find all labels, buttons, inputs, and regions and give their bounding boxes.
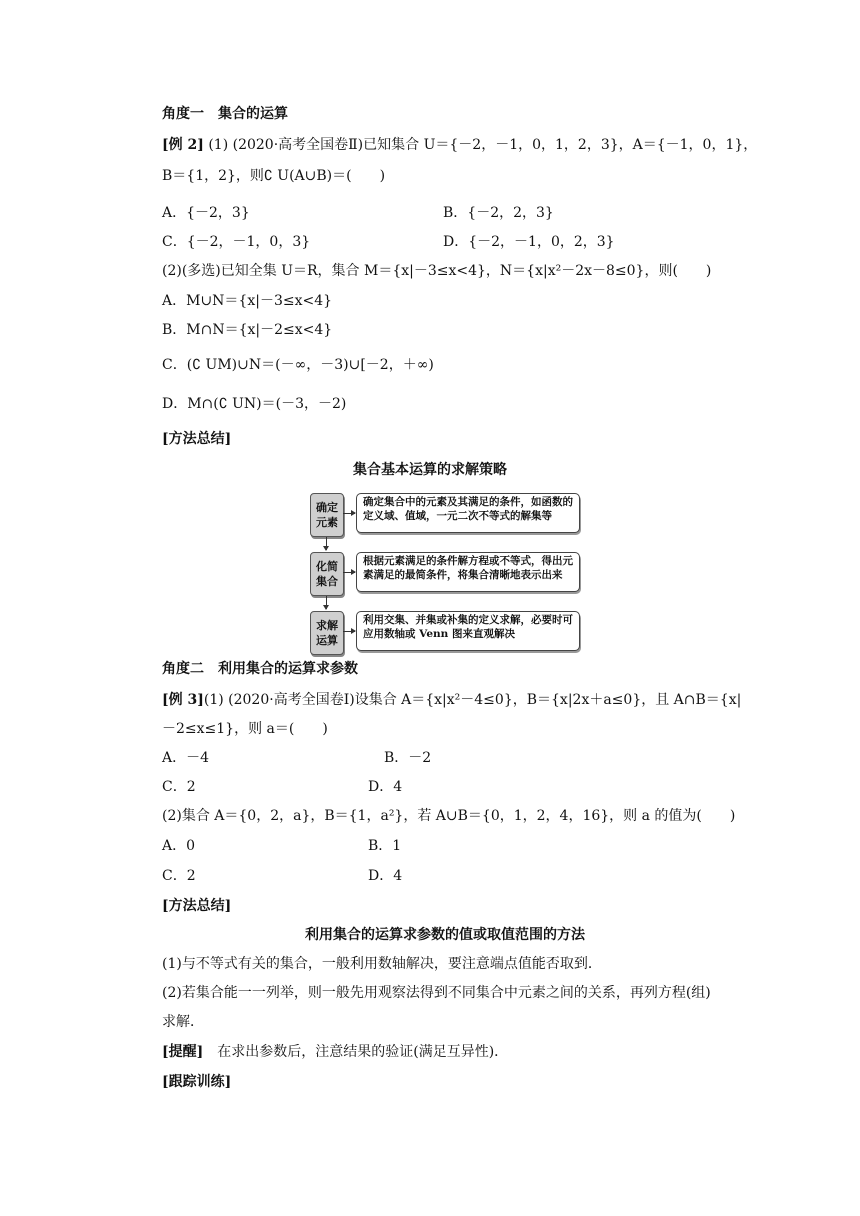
option-d: D．4 xyxy=(368,868,403,884)
example-3-text-1: (1) (2020·高考全国卷Ⅰ)设集合 A＝{x|x²－4≤0}，B＝{x|2x＋a≤0}，且 A∩B＝{x| xyxy=(203,692,742,708)
step-label-top: 求解 xyxy=(316,619,338,632)
question-2-stem: (2)集合 A＝{0，2，a}，B＝{1，a²}，若 A∪B＝{0，1，2，4，16}，则 a 的值为( ) xyxy=(162,808,736,824)
step-label-top: 确定 xyxy=(316,501,338,514)
method-summary-label: [方法总结] xyxy=(162,898,232,914)
step-label-box xyxy=(310,552,344,596)
step-label-box xyxy=(310,493,344,537)
arrow-down-icon xyxy=(326,537,327,550)
option-a: A．M∪N＝{x|－3≤x<4} xyxy=(162,293,333,309)
method-title: 利用集合的运算求参数的值或取值范围的方法 xyxy=(305,927,585,943)
question-2-stem: (2)(多选)已知全集 U＝R，集合 M＝{x|－3≤x<4}，N＝{x|x²－2x－8≤0}，则( ) xyxy=(162,263,712,279)
section-heading-1: 角度一 集合的运算 xyxy=(162,106,288,122)
method-point-2-line-1: (2)若集合能一一列举，则一般先用观察法得到不同集合中元素之间的关系，再列方程(组) xyxy=(162,985,711,1001)
example-3-label: [例 3] xyxy=(162,692,204,708)
step-label-bottom: 运算 xyxy=(316,634,338,647)
example-2-line-1 xyxy=(162,135,757,155)
example-2-line-2: B＝{1，2}，则∁ U(A∪B)＝( ) xyxy=(162,168,386,184)
option-a: A．－4 xyxy=(162,750,210,766)
flow-step-3 xyxy=(310,611,582,655)
method-point-2-line-2: 求解． xyxy=(162,1014,204,1030)
tip-label: [提醒] xyxy=(162,1044,204,1060)
option-c: C．2 xyxy=(162,779,196,795)
method-point-1: (1)与不等式有关的集合，一般利用数轴解决，要注意端点值能否取到． xyxy=(162,956,602,972)
step-label-bottom: 元素 xyxy=(316,516,338,529)
option-c: C．{－2，－1，0，3} xyxy=(162,234,311,250)
option-a: A．{－2，3} xyxy=(162,205,250,221)
option-d: D．M∩(∁ UN)＝(－3，－2) xyxy=(162,396,347,412)
example-3-line-2: －2≤x≤1}，则 a＝( ) xyxy=(162,721,328,737)
step-label-top: 化简 xyxy=(316,560,338,573)
flow-step-2 xyxy=(310,552,582,596)
tip-text: 在求出参数后，注意结果的验证(满足互异性)． xyxy=(203,1044,509,1060)
option-b: B．1 xyxy=(368,838,402,854)
section-heading-2: 角度二 利用集合的运算求参数 xyxy=(162,661,358,677)
arrow-down-icon xyxy=(326,596,327,609)
option-c: C．2 xyxy=(162,868,196,884)
example-3-line-1 xyxy=(162,690,741,710)
method-summary-label: [方法总结] xyxy=(162,431,232,447)
arrow-right-icon xyxy=(343,513,355,514)
example-2-text-1: (1) (2020·高考全国卷Ⅱ)已知集合 U＝{－2，－1，0，1，2，3}，A＝{－1，0，1}， xyxy=(203,137,758,153)
step-description: 根据元素满足的条件解方程或不等式，得出元素满足的最简条件，将集合清晰地表示出来 xyxy=(356,552,580,592)
step-description: 利用交集、并集或补集的定义求解，必要时可应用数轴或 Venn 图来直观解决 xyxy=(356,611,580,651)
flow-step-1 xyxy=(310,493,582,537)
arrow-right-icon xyxy=(343,572,355,573)
diagram-title: 集合基本运算的求解策略 xyxy=(353,462,507,478)
option-b: B．{－2，2，3} xyxy=(443,205,554,221)
option-c: C．(∁ UM)∪N＝(－∞，－3)∪[－2，＋∞) xyxy=(162,357,434,373)
follow-up-training-label: [跟踪训练] xyxy=(162,1074,232,1090)
arrow-right-icon xyxy=(343,631,355,632)
tip-line xyxy=(162,1042,508,1062)
option-a: A．0 xyxy=(162,838,196,854)
step-label-bottom: 集合 xyxy=(316,575,338,588)
example-2-label: [例 2] xyxy=(162,137,204,153)
option-b: B．－2 xyxy=(384,750,432,766)
step-label-box xyxy=(310,611,344,655)
option-d: D．4 xyxy=(368,779,403,795)
option-b: B．M∩N＝{x|－2≤x<4} xyxy=(162,322,333,338)
step-description: 确定集合中的元素及其满足的条件，如函数的定义域、值域，一元二次不等式的解集等 xyxy=(356,493,580,533)
option-d: D．{－2，－1，0，2，3} xyxy=(443,234,615,250)
